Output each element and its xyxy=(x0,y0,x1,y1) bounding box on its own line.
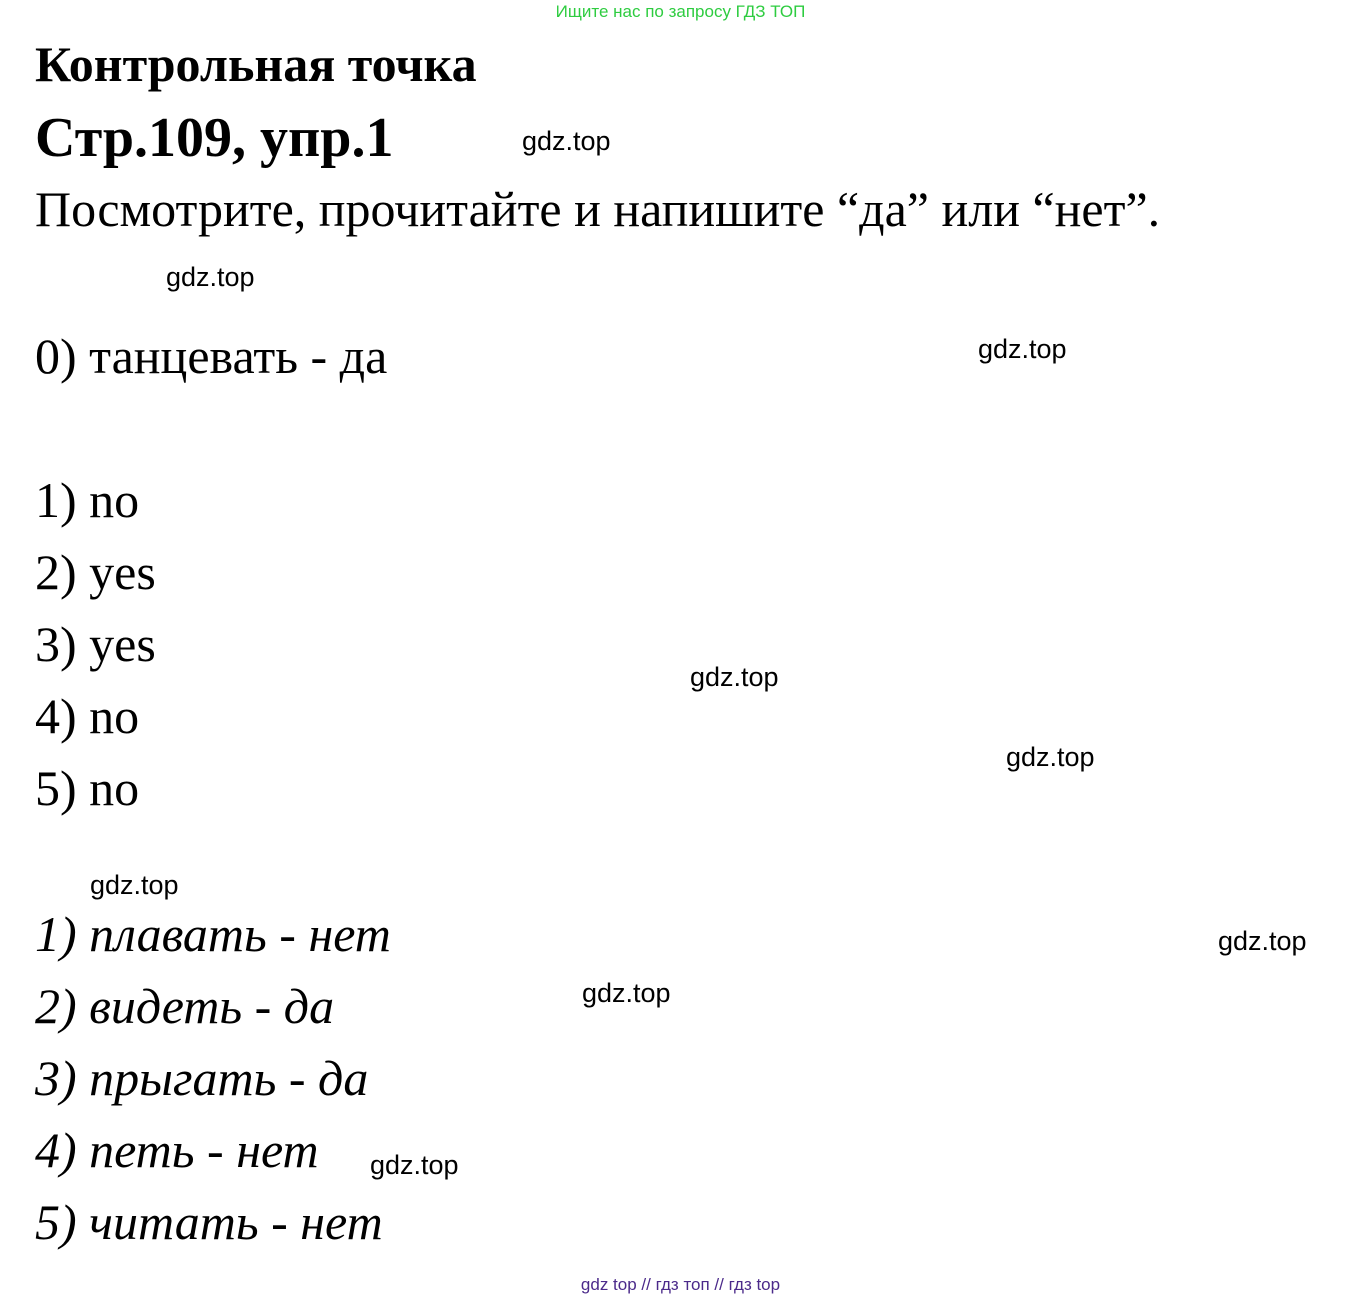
watermark: gdz.top xyxy=(522,126,611,156)
watermark: gdz.top xyxy=(690,662,779,692)
italic-answer-item: 1) плавать - нет xyxy=(35,906,391,962)
italic-answer-item: 2) видеть - да xyxy=(35,978,335,1034)
italic-answer-item: 5) читать - нет xyxy=(35,1194,383,1250)
top-banner-link[interactable]: Ищите нас по запросу ГДЗ ТОП xyxy=(555,2,806,21)
watermark: gdz.top xyxy=(166,262,255,292)
answer-item: 2) yes xyxy=(35,544,156,600)
watermark: gdz.top xyxy=(370,1150,459,1180)
exercise-reference: Стр.109, упр.1 xyxy=(35,107,394,169)
italic-answer-item: 3) прыгать - да xyxy=(35,1050,369,1106)
answer-item: 1) no xyxy=(35,472,140,528)
page-title: Контрольная точка xyxy=(35,36,477,92)
watermark: gdz.top xyxy=(978,334,1067,364)
answer-item: 5) no xyxy=(35,760,140,816)
exercise-instruction: Посмотрите, прочитайте и напишите “да” или “нет”. xyxy=(35,181,1161,237)
italic-answer-item: 4) петь - нет xyxy=(35,1122,319,1178)
watermark: gdz.top xyxy=(582,978,671,1008)
watermark: gdz.top xyxy=(1218,926,1307,956)
answer-item: 3) yes xyxy=(35,616,156,672)
footer-links[interactable]: gdz top // гдз топ // гдз top xyxy=(580,1275,781,1294)
watermark: gdz.top xyxy=(90,870,179,900)
watermark: gdz.top xyxy=(1006,742,1095,772)
answer-item: 4) no xyxy=(35,688,140,744)
example-answer: 0) танцевать - да xyxy=(35,328,388,384)
